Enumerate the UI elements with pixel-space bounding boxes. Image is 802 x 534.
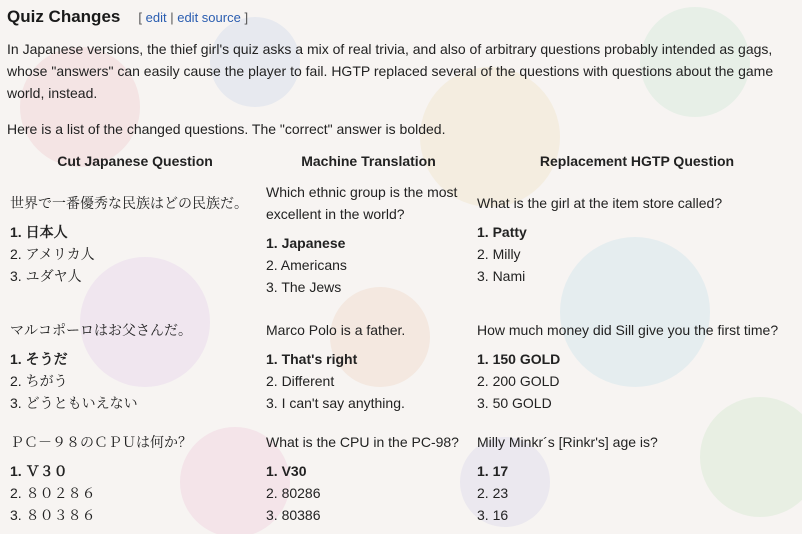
answer: 3. 16 bbox=[477, 507, 509, 523]
edit-separator: | bbox=[170, 10, 174, 25]
answer: 3. ユダヤ人 bbox=[10, 268, 82, 284]
header-mt: Machine Translation bbox=[301, 153, 436, 169]
jp-cell bbox=[7, 175, 263, 316]
intro-paragraph: In Japanese versions, the thief girl's quiz asks a mix of real trivia, and also of arbitrary questions probably intended as gags, whose "answers" can easily cause the player to fail. HGTP replaced several of the questions with questions about the game world, instead. bbox=[7, 41, 774, 101]
answer-correct: 1. Japanese bbox=[266, 235, 346, 251]
answer-correct: 1. 日本人 bbox=[10, 224, 68, 240]
table-row bbox=[7, 316, 800, 428]
mt-answers bbox=[266, 348, 471, 414]
answer: 2. ８０２８６ bbox=[10, 485, 96, 501]
hgtp-question: Milly Minkr´s [Rinkr's] age is? bbox=[477, 434, 658, 450]
list-intro-paragraph: Here is a list of the changed questions. The "correct" answer is bolded. bbox=[7, 121, 446, 137]
mt-question: Marco Polo is a father. bbox=[266, 322, 406, 338]
answer: 2. Milly bbox=[477, 246, 521, 262]
mt-question: Which ethnic group is the most excellent in the world? bbox=[266, 184, 458, 222]
mt-question: What is the CPU in the PC-98? bbox=[266, 434, 459, 450]
answer-correct: 1. 150 GOLD bbox=[477, 351, 561, 367]
answer: 2. 200 GOLD bbox=[477, 373, 560, 389]
hgtp-answers bbox=[477, 460, 797, 526]
jp-answers bbox=[10, 221, 260, 287]
content bbox=[0, 7, 802, 529]
answer: 2. Different bbox=[266, 373, 335, 389]
hgtp-answers bbox=[477, 348, 797, 414]
mt-cell bbox=[263, 316, 474, 428]
answer: 3. どうともいえない bbox=[10, 395, 138, 411]
answer-correct: 1. V30 bbox=[266, 463, 307, 479]
hgtp-answers bbox=[477, 221, 797, 287]
jp-answers bbox=[10, 460, 260, 526]
edit-links bbox=[138, 10, 248, 25]
answer: 2. 23 bbox=[477, 485, 509, 501]
mt-answers bbox=[266, 460, 471, 526]
answer-correct: 1. Ｖ３０ bbox=[10, 463, 68, 479]
edit-bracket-open: [ bbox=[138, 10, 142, 25]
jp-answers bbox=[10, 348, 260, 414]
hgtp-cell bbox=[474, 175, 800, 316]
table-row bbox=[7, 175, 800, 316]
hgtp-cell bbox=[474, 316, 800, 428]
hgtp-question: How much money did Sill give you the first time? bbox=[477, 322, 779, 338]
answer: 2. 80286 bbox=[266, 485, 321, 501]
hgtp-question: What is the girl at the item store called? bbox=[477, 195, 723, 211]
jp-cell bbox=[7, 428, 263, 529]
answer-correct: 1. そうだ bbox=[10, 351, 68, 367]
mt-cell bbox=[263, 428, 474, 529]
answer: 3. 50 GOLD bbox=[477, 395, 552, 411]
answer: 2. ちがう bbox=[10, 373, 68, 389]
hgtp-cell bbox=[474, 428, 800, 529]
answer: 3. 80386 bbox=[266, 507, 321, 523]
header-jp: Cut Japanese Question bbox=[57, 153, 213, 169]
quiz-table bbox=[7, 151, 800, 529]
table-header-row bbox=[7, 151, 800, 175]
jp-question: マルコポーロはお父さんだ。 bbox=[10, 322, 192, 338]
answer: 2. アメリカ人 bbox=[10, 246, 95, 262]
answer-correct: 1. Patty bbox=[477, 224, 527, 240]
section-heading bbox=[7, 7, 802, 27]
jp-question: ＰＣ－９８のＣＰＵは何か？ bbox=[10, 434, 192, 450]
answer-correct: 1. That's right bbox=[266, 351, 358, 367]
answer: 3. The Jews bbox=[266, 279, 342, 295]
edit-source-link[interactable]: edit source bbox=[177, 10, 241, 25]
answer: 3. ８０３８６ bbox=[10, 507, 96, 523]
answer-correct: 1. 17 bbox=[477, 463, 509, 479]
answer: 3. I can't say anything. bbox=[266, 395, 405, 411]
answer: 3. Nami bbox=[477, 268, 526, 284]
table-row bbox=[7, 428, 800, 529]
jp-question: 世界で一番優秀な民族はどの民族だ。 bbox=[10, 195, 248, 211]
section-title: Quiz Changes bbox=[7, 7, 121, 26]
answer: 2. Americans bbox=[266, 257, 347, 273]
header-hgtp: Replacement HGTP Question bbox=[539, 153, 735, 169]
edit-bracket-close: ] bbox=[244, 10, 249, 25]
edit-link[interactable]: edit bbox=[145, 10, 167, 25]
mt-answers bbox=[266, 232, 471, 298]
jp-cell bbox=[7, 316, 263, 428]
mt-cell bbox=[263, 175, 474, 316]
